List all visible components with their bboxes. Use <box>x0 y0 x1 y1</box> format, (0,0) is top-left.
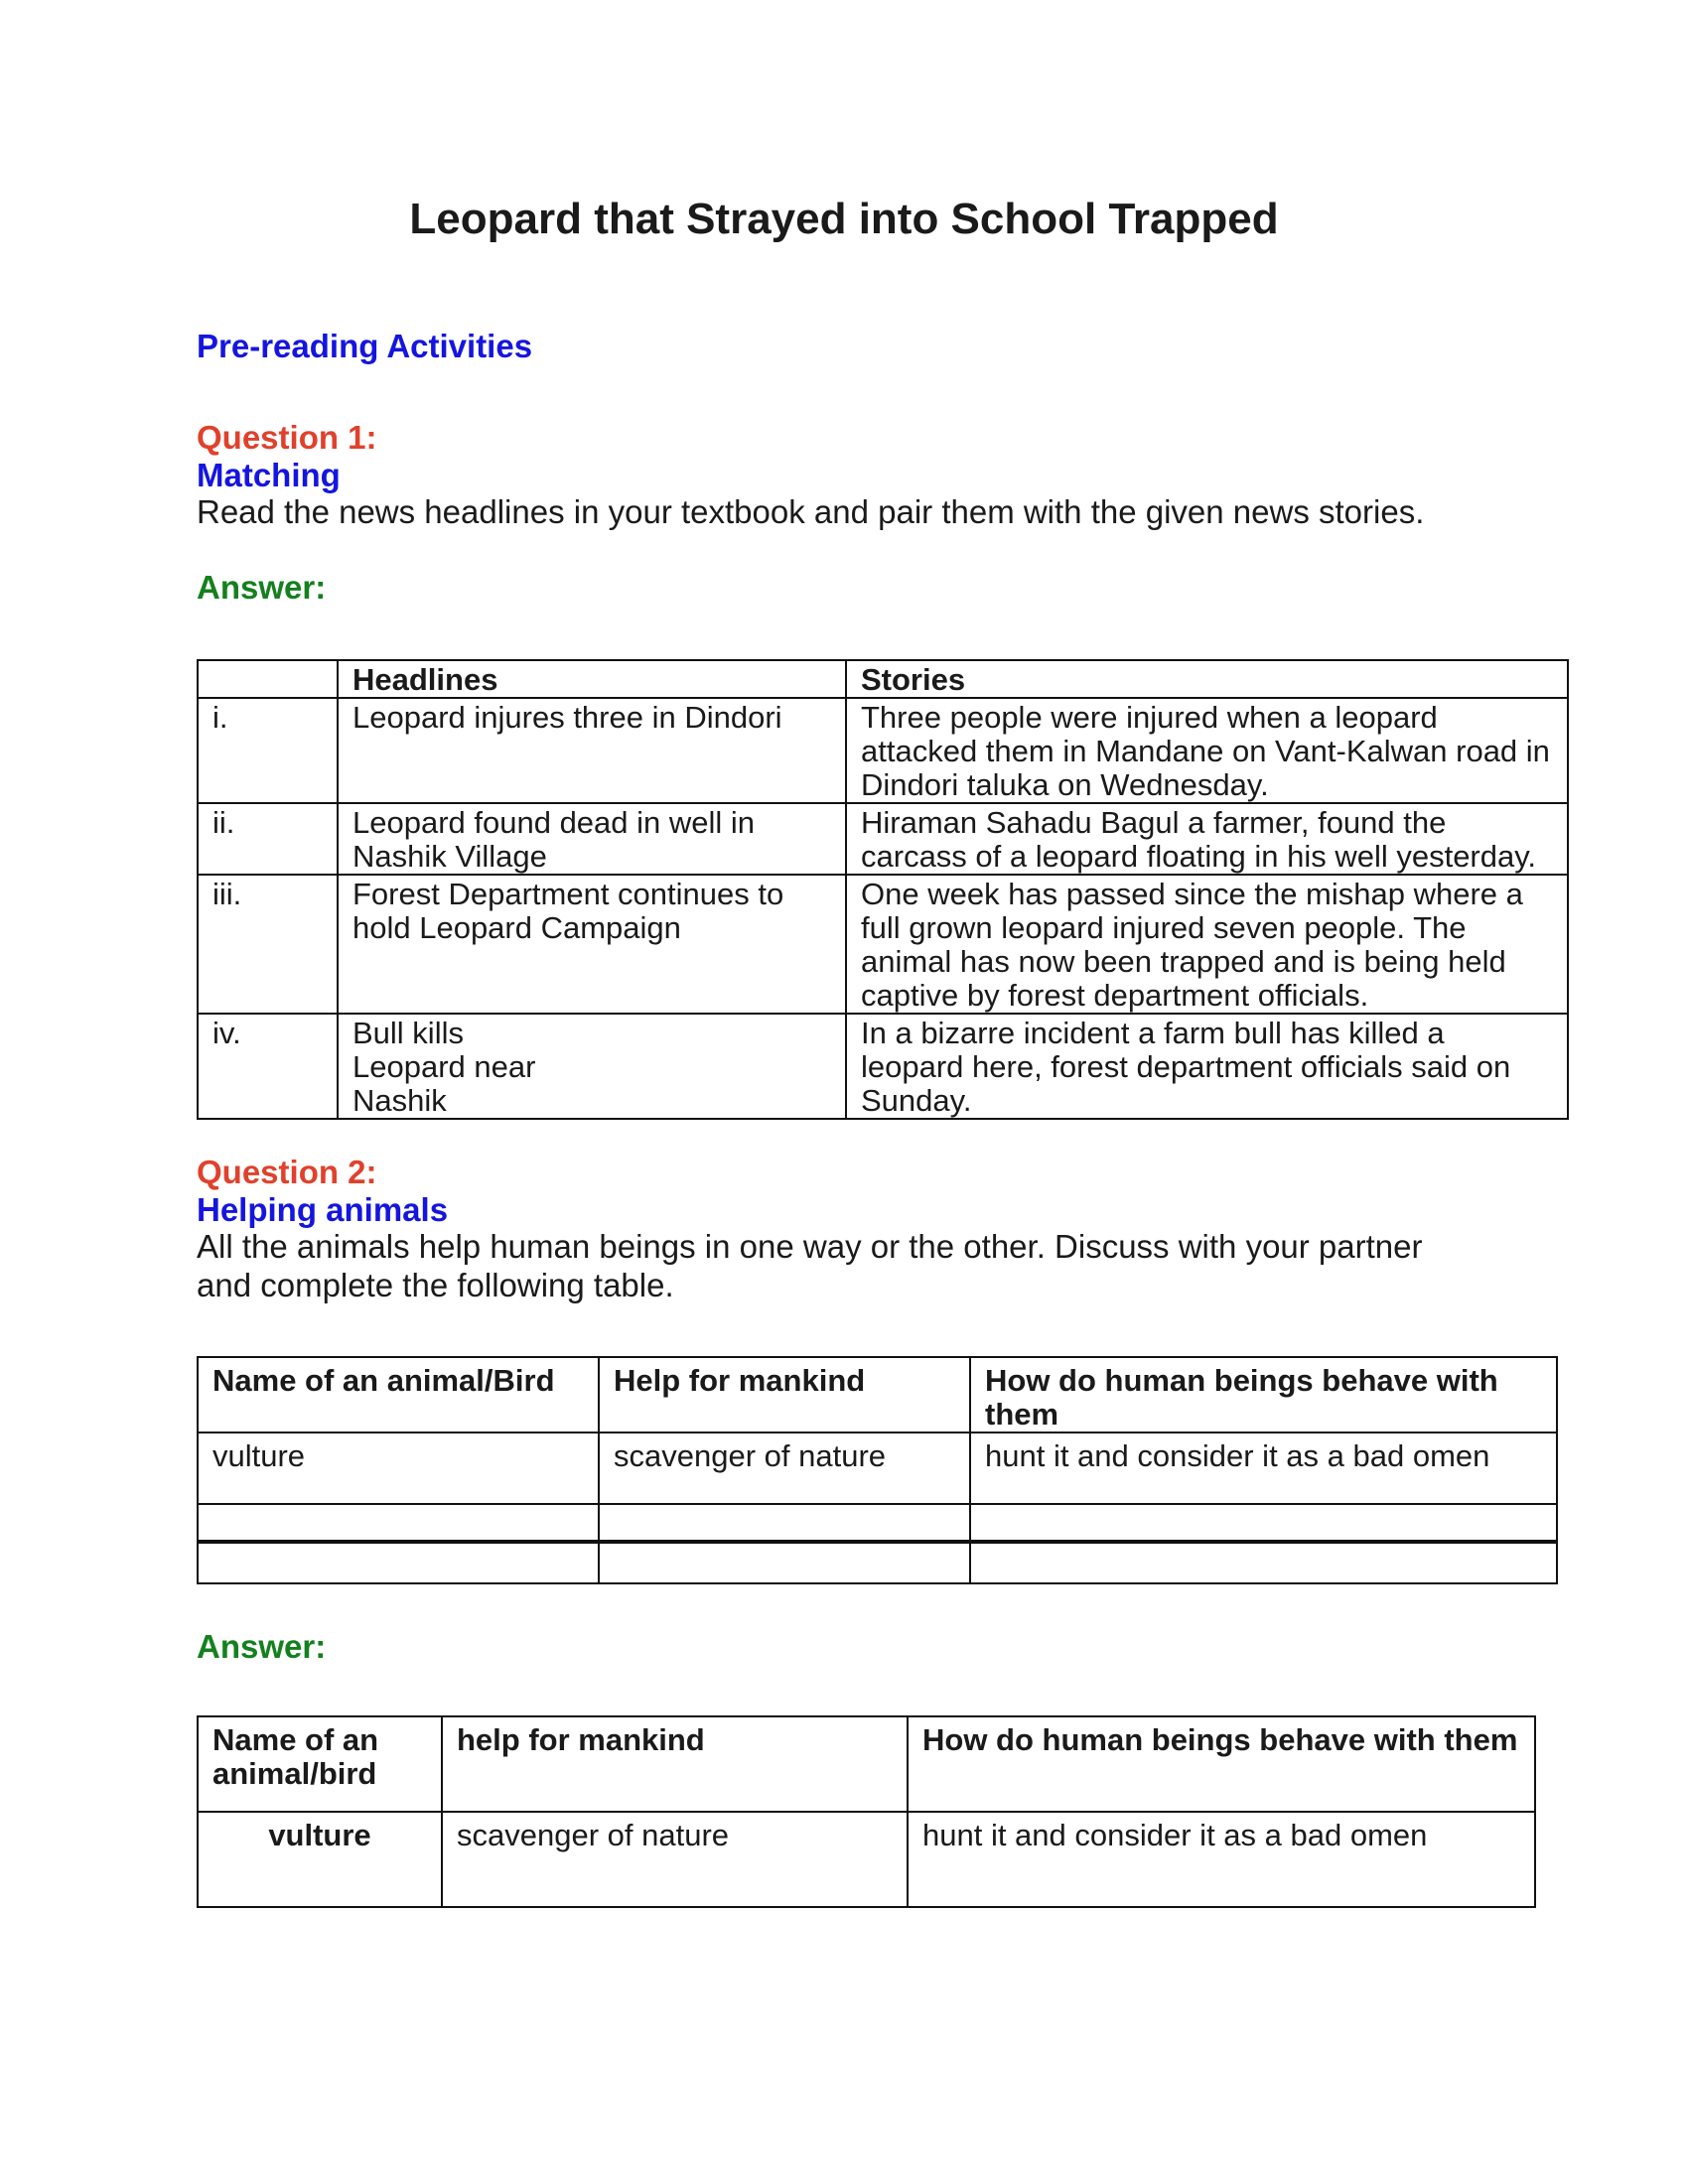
table-cell: iii. <box>198 875 338 1014</box>
table-row <box>198 875 1568 1014</box>
table-cell: Hiraman Sahadu Bagul a farmer, found the carcass of a leopard floating in his well yesterday. <box>846 803 1568 875</box>
question-1-instruction: Read the news headlines in your textbook and pair them with the given news stories. <box>197 493 1425 530</box>
table-cell: Leopard found dead in well in Nashik Village <box>338 803 846 875</box>
question-1-topic: Matching <box>197 457 341 493</box>
table-cell <box>599 1542 970 1583</box>
table-cell: In a bizarre incident a farm bull has killed a leopard here, forest department officials said on Sunday. <box>846 1014 1568 1119</box>
question-2-answer-label: Answer: <box>197 1628 327 1665</box>
table-cell: Bull kills Leopard near Nashik <box>338 1014 846 1119</box>
table-header-cell <box>198 660 338 698</box>
table-row <box>198 1542 1557 1583</box>
table-header-cell: Name of an animal/Bird <box>198 1357 599 1433</box>
table-cell <box>198 1542 599 1583</box>
table-header-cell: Name of an animal/bird <box>198 1716 442 1812</box>
table-row <box>198 1014 1568 1119</box>
table-row <box>198 698 1568 803</box>
table-row <box>198 803 1568 875</box>
table-cell <box>198 1504 599 1542</box>
question-1-answer-label: Answer: <box>197 569 327 606</box>
table-cell: Forest Department continues to hold Leopard Campaign <box>338 875 846 1014</box>
table-row <box>198 1812 1535 1907</box>
table-header-row <box>198 1716 1535 1812</box>
table-cell <box>599 1504 970 1542</box>
table-cell: Three people were injured when a leopard attacked them in Mandane on Vant-Kalwan road in Dindori taluka on Wednesday. <box>846 698 1568 803</box>
table-cell: vulture <box>198 1812 442 1907</box>
table-cell <box>970 1542 1557 1583</box>
table-header-cell: Stories <box>846 660 1568 698</box>
table-header-cell: help for mankind <box>442 1716 908 1812</box>
table-cell: i. <box>198 698 338 803</box>
table-row <box>198 1433 1557 1504</box>
table-header-cell: How do human beings behave with them <box>970 1357 1557 1433</box>
question-2-label: Question 2: <box>197 1154 377 1190</box>
question-2-topic: Helping animals <box>197 1191 449 1228</box>
helping-animals-table <box>197 1356 1558 1584</box>
table-cell: hunt it and consider it as a bad omen <box>970 1433 1557 1504</box>
table-cell: scavenger of nature <box>599 1433 970 1504</box>
table-cell: ii. <box>198 803 338 875</box>
table-header-cell: Headlines <box>338 660 846 698</box>
table-cell: iv. <box>198 1014 338 1119</box>
table-cell <box>970 1504 1557 1542</box>
section-heading: Pre-reading Activities <box>197 328 533 364</box>
question-1-label: Question 1: <box>197 419 377 456</box>
answer-table <box>197 1715 1536 1908</box>
table-cell: hunt it and consider it as a bad omen <box>908 1812 1535 1907</box>
table-cell: scavenger of nature <box>442 1812 908 1907</box>
table-header-cell: How do human beings behave with them <box>908 1716 1535 1812</box>
table-cell: Leopard injures three in Dindori <box>338 698 846 803</box>
question-2-instruction: All the animals help human beings in one way or the other. Discuss with your partner and complete the following table. <box>197 1228 1423 1303</box>
table-row <box>198 1504 1557 1542</box>
table-cell: One week has passed since the mishap where a full grown leopard injured seven people. The animal has now been trapped and is being held captive by forest department officials. <box>846 875 1568 1014</box>
page-title: Leopard that Strayed into School Trapped <box>409 195 1279 243</box>
table-header-cell: Help for mankind <box>599 1357 970 1433</box>
table-header-row <box>198 660 1568 698</box>
matching-table <box>197 659 1569 1120</box>
table-cell: vulture <box>198 1433 599 1504</box>
table-header-row <box>198 1357 1557 1433</box>
